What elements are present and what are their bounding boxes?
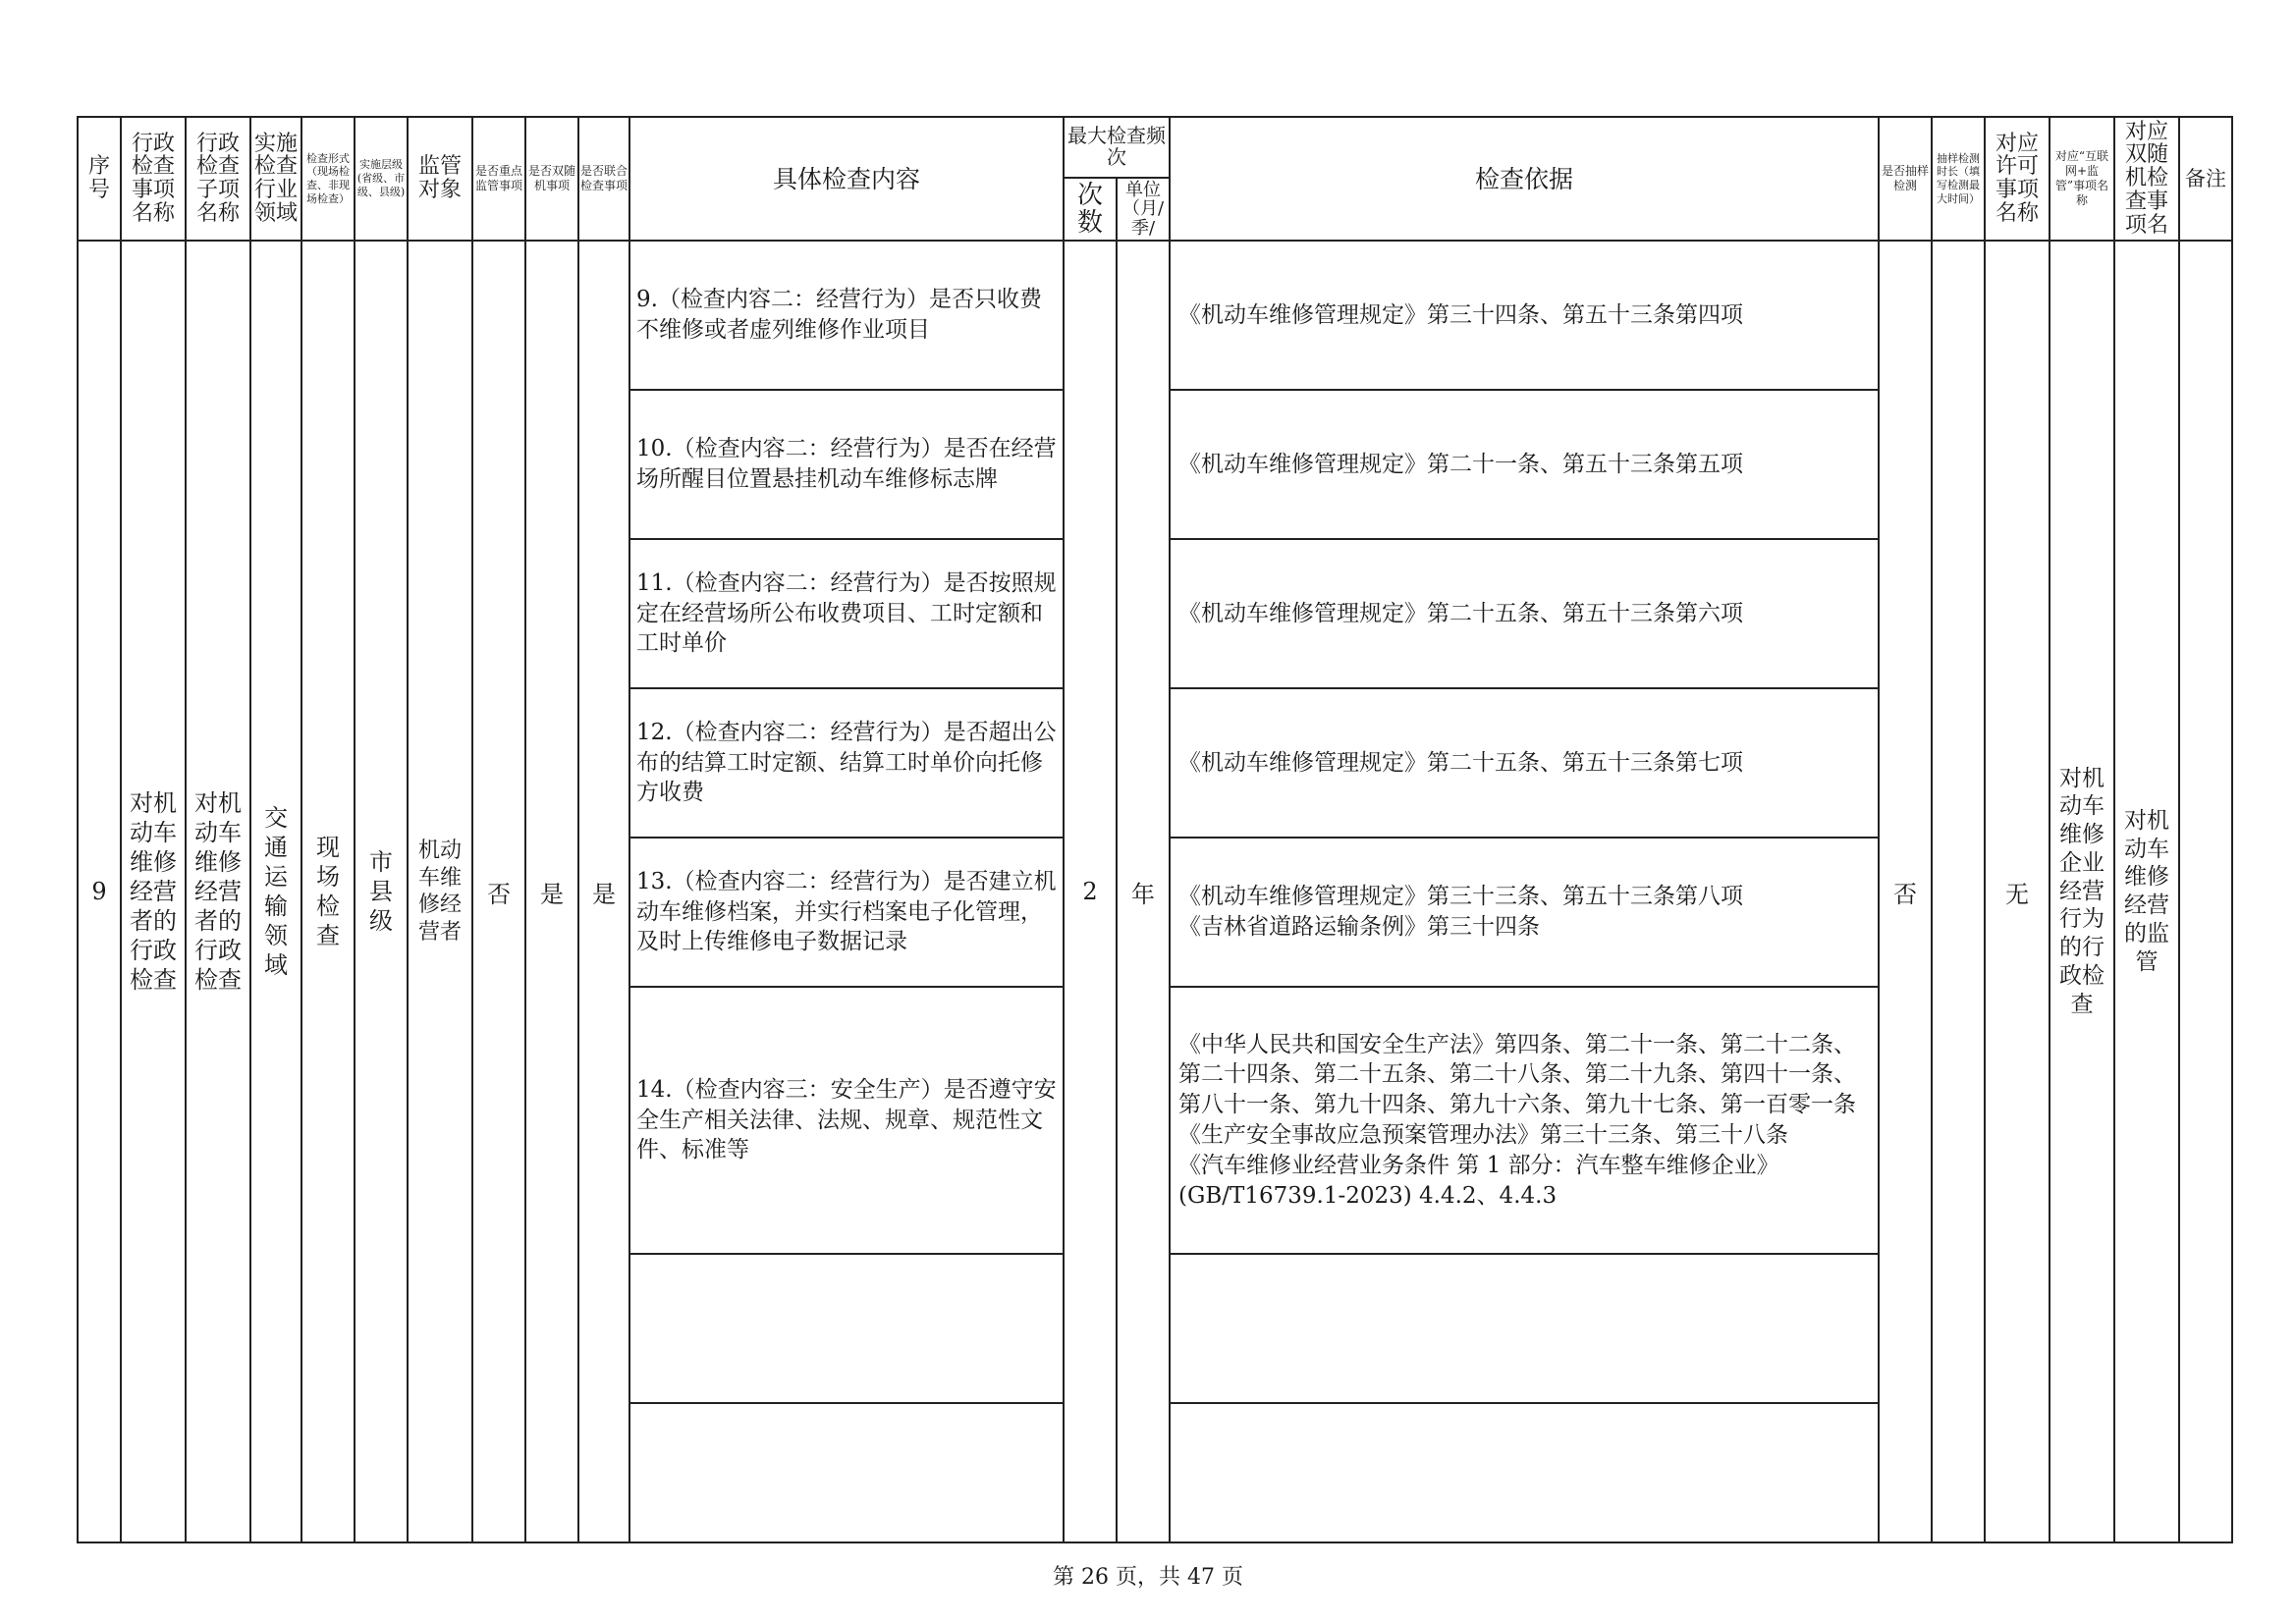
content-item-text: 14.（检查内容三：安全生产）是否遵守安全生产相关法律、法规、规章、规范性文件、标准等 (636, 1076, 1057, 1163)
basis-item (1171, 1255, 1878, 1404)
content-item (630, 540, 1063, 689)
header-basis: 检查依据 (1170, 117, 1879, 241)
basis-item (1171, 839, 1878, 988)
header-level: 实施层级(省级、市级、县级) (355, 117, 408, 241)
basis-item (1171, 689, 1878, 839)
page-footer: 第 26 页，共 47 页 (1053, 1565, 1243, 1590)
content-item-text: 13.（检查内容二：经营行为）是否建立机动车维修档案，并实行档案电子化管理，及时上传维修电子数据记录 (636, 868, 1057, 955)
header-sampling: 是否抽样检测 (1879, 117, 1932, 241)
inspection-table (77, 116, 2233, 1543)
content-item-text: 12.（检查内容二：经营行为）是否超出公布的结算工时定额、结算工时单价向托修方收费 (636, 719, 1057, 806)
content-item (630, 242, 1063, 391)
basis-item (1171, 242, 1878, 391)
content-item (630, 839, 1063, 988)
row-freq-count: 2 (1064, 241, 1117, 1542)
content-item (630, 689, 1063, 839)
header-industry: 实施检查行业领域 (250, 117, 301, 241)
header-random: 是否双随机事项 (525, 117, 578, 241)
basis-item (1171, 540, 1878, 689)
row-joint: 是 (578, 241, 629, 1542)
row-item-name: 对机动车维修经营者的行政检查 (121, 241, 186, 1542)
header-item-name: 行政检查事项名称 (121, 117, 186, 241)
row-sampling: 否 (1879, 241, 1932, 1542)
basis-item-text: 《中华人民共和国安全生产法》第四条、第二十一条、第二十二条、第二十四条、第二十五条、第二十八条、第二十九条、第四十一条、第八十一条、第九十四条、第九十六条、第九十七条、第一百零一条 《生产安全事故应急预案管理办法》第三十三条、第三十八条 《汽车维修业经营业务条件 第 1 部分：汽车整车维修企业》(GB/T16739.1-2023) 4.4.2、4.4.3 (1178, 1031, 1856, 1209)
header-freq-unit: 单位（月/季/ (1117, 178, 1170, 241)
row-form: 现场检查 (301, 241, 355, 1542)
header-seq: 序号 (78, 117, 121, 241)
row-random: 是 (525, 241, 578, 1542)
row-sampling-time (1932, 241, 1985, 1542)
row-key: 否 (472, 241, 525, 1542)
header-sampling-time: 抽样检测时长（填写检测最大时间） (1932, 117, 1985, 241)
header-content: 具体检查内容 (629, 117, 1064, 241)
header-form: 检查形式（现场检查、非现场检查） (301, 117, 355, 241)
content-item (630, 1404, 1063, 1542)
header-subitem-name: 行政检查子项名称 (186, 117, 250, 241)
row-object: 机动车维修经营者 (408, 241, 472, 1542)
content-item (630, 391, 1063, 540)
content-item (630, 1255, 1063, 1404)
header-joint: 是否联合检查事项 (578, 117, 629, 241)
row-freq-unit: 年 (1117, 241, 1170, 1542)
header-internet: 对应“互联网+监管”事项名称 (2050, 117, 2114, 241)
basis-item (1171, 1404, 1878, 1542)
row-internet: 对机动车维修企业经营行为的行政检查 (2050, 241, 2114, 1542)
content-item (630, 988, 1063, 1255)
header-key: 是否重点监管事项 (472, 117, 525, 241)
header-object: 监管对象 (408, 117, 472, 241)
header-license: 对应许可事项名称 (1985, 117, 2050, 241)
header-note: 备注 (2179, 117, 2232, 241)
header-freq-group: 最大检查频次 (1064, 117, 1170, 178)
row-note (2179, 241, 2232, 1542)
row-dbl-random: 对机动车维修经营的监管 (2114, 241, 2179, 1542)
basis-item-text: 《机动车维修管理规定》第二十五条、第五十三条第七项 (1178, 749, 1743, 776)
basis-item-text: 《机动车维修管理规定》第二十一条、第五十三条第五项 (1178, 451, 1743, 477)
basis-item-text: 《机动车维修管理规定》第三十三条、第五十三条第八项 《吉林省道路运输条例》第三十四条 (1178, 884, 1743, 940)
row-seq: 9 (78, 241, 121, 1542)
basis-item (1171, 391, 1878, 540)
row-industry: 交通运输领域 (250, 241, 301, 1542)
row-level: 市县级 (355, 241, 408, 1542)
content-item-text: 9.（检查内容二：经营行为）是否只收费不维修或者虚列维修作业项目 (636, 287, 1042, 343)
basis-column (1170, 241, 1879, 1542)
row-license: 无 (1985, 241, 2050, 1542)
header-freq-count: 次数 (1064, 178, 1117, 241)
content-column (629, 241, 1064, 1542)
content-item-text: 11.（检查内容二：经营行为）是否按照规定在经营场所公布收费项目、工时定额和工时单价 (636, 569, 1057, 657)
row-subitem-name: 对机动车维修经营者的行政检查 (186, 241, 250, 1542)
basis-item (1171, 988, 1878, 1255)
header-dbl-random: 对应双随机检查事项名 (2114, 117, 2179, 241)
basis-item-text: 《机动车维修管理规定》第三十四条、第五十三条第四项 (1178, 301, 1743, 328)
content-item-text: 10.（检查内容二：经营行为）是否在经营场所醒目位置悬挂机动车维修标志牌 (636, 436, 1057, 492)
basis-item-text: 《机动车维修管理规定》第二十五条、第五十三条第六项 (1178, 600, 1743, 626)
